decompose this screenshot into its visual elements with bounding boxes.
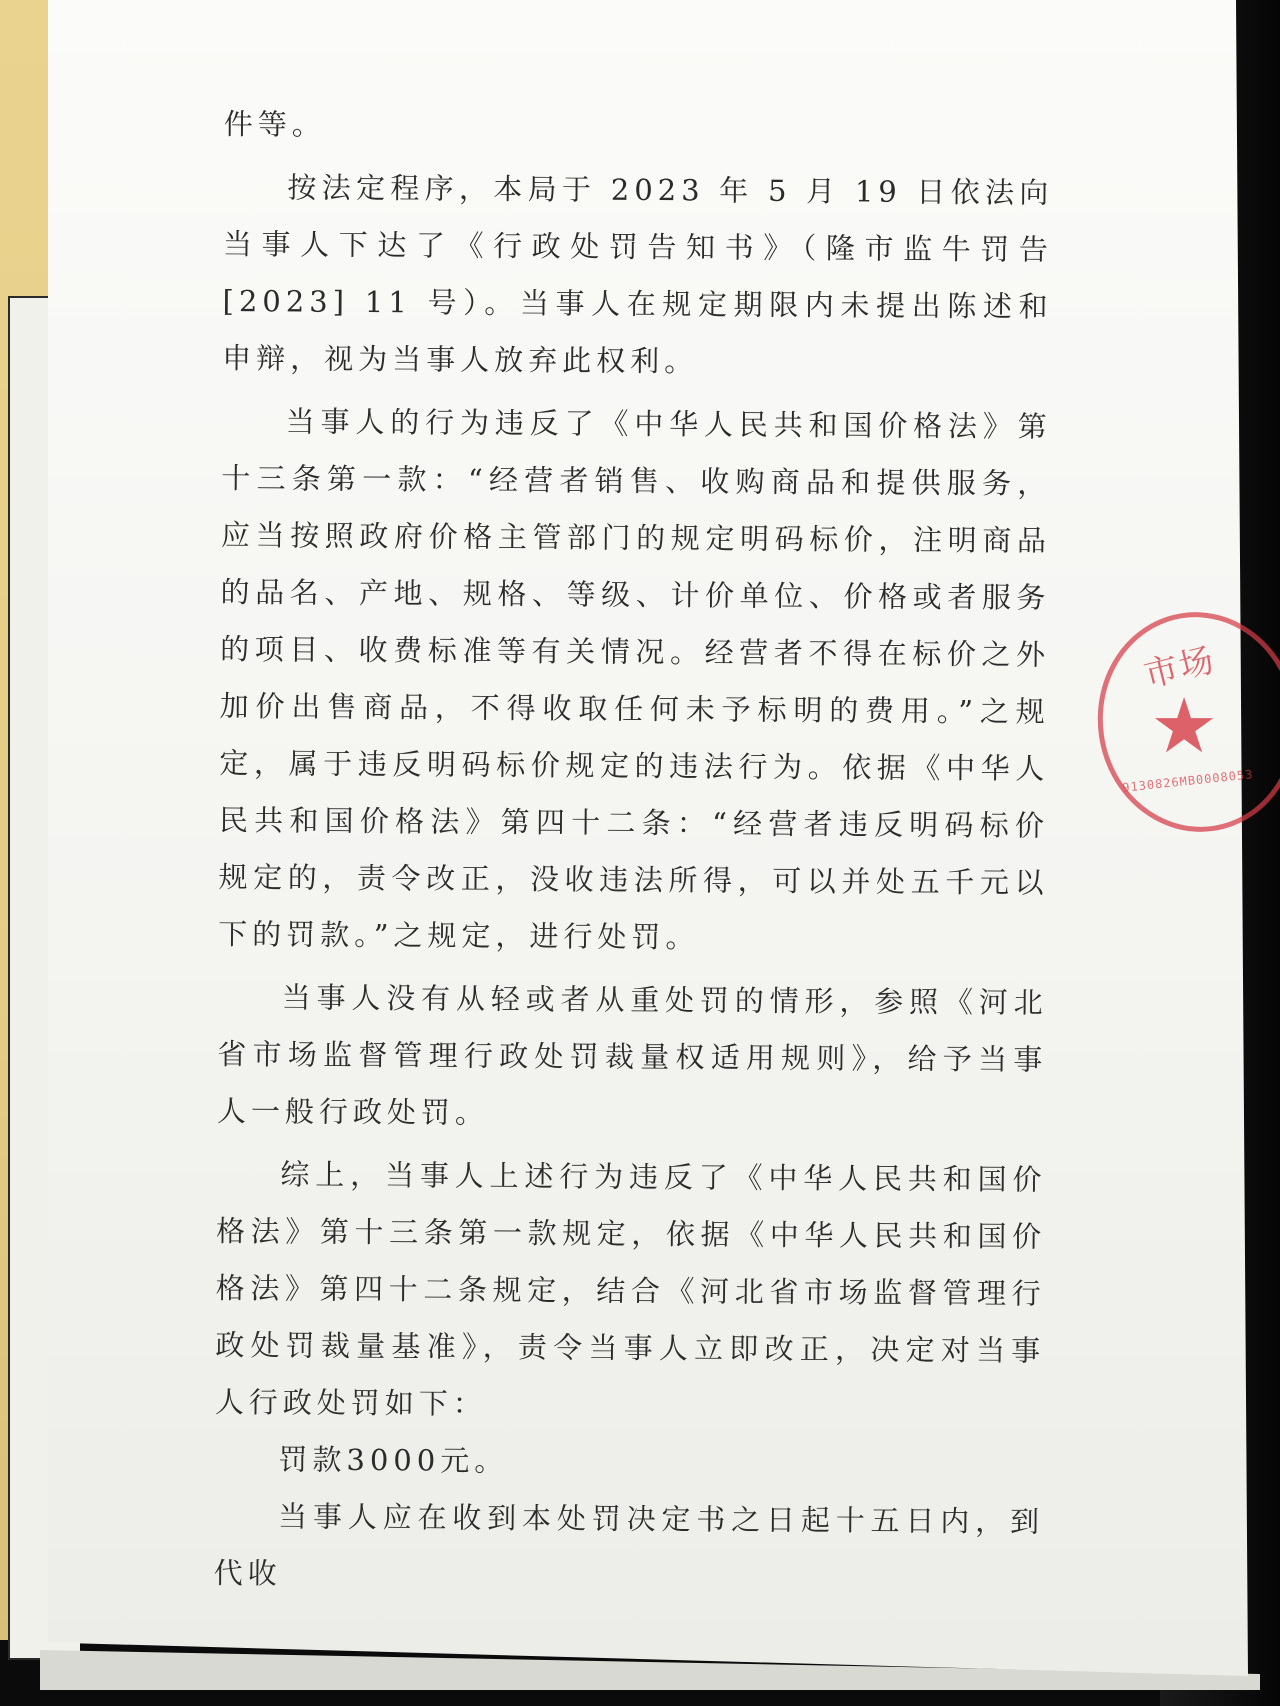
seal-star-icon: ★ <box>1150 681 1219 770</box>
document-body <box>213 96 1053 1608</box>
paragraph-payment: 当事人应在收到本处罚决定书之日起十五日内，到代收 <box>213 1499 1045 1591</box>
paragraph-violation: 当事人的行为违反了《中华人民共和国价格法》第十三条第一款：“经营者销售、收购商品和提供服务，应当按照政府价格主管部门的规定明码标价，注明商品的品名、产地、规格、等级、计价单位、价格或者服务的项目、收费标准等有关情况。经营者不得在标价之外加价出售商品，不得收取任何未予标明的费用。”之规定，属于违反明码标价规定的违法行为。依据《中华人民共和国价格法》第四十二条：“经营者违反明码标价规定的，责令改正，没收违法所得，可以并处五千元以下的罚款。”之规定，进行处罚。 <box>218 404 1052 955</box>
paragraph-discretion: 当事人没有从轻或者从重处罚的情形，参照《河北省市场监督管理行政处罚裁量权适用规则》，给予当事人一般行政处罚。 <box>216 980 1048 1130</box>
seal-code: 9130826MB0008053 <box>1121 767 1254 795</box>
paragraph-notice: 按法定程序，本局于 2023 年 5 月 19 日依法向当事人下达了《行政处罚告知书》（隆市监牛罚告[2023] 11 号）。当事人在规定期限内未提出陈述和申辩，视为当事人放弃此权利。 <box>222 170 1054 379</box>
paragraph-penalty: 罚款3000元。 <box>278 1442 509 1479</box>
paragraph-continuation: 件等。 <box>223 106 326 142</box>
seal-text: 市场 <box>1140 639 1220 697</box>
paragraph-conclusion: 综上，当事人上述行为违反了《中华人民共和国价格法》第十三条第一款规定，依据《中华人民共和国价格法》第四十二条规定，结合《河北省市场监督管理行政处罚裁量基准》，责令当事人立即改正，决定对当事人行政处罚如下： <box>214 1157 1047 1421</box>
